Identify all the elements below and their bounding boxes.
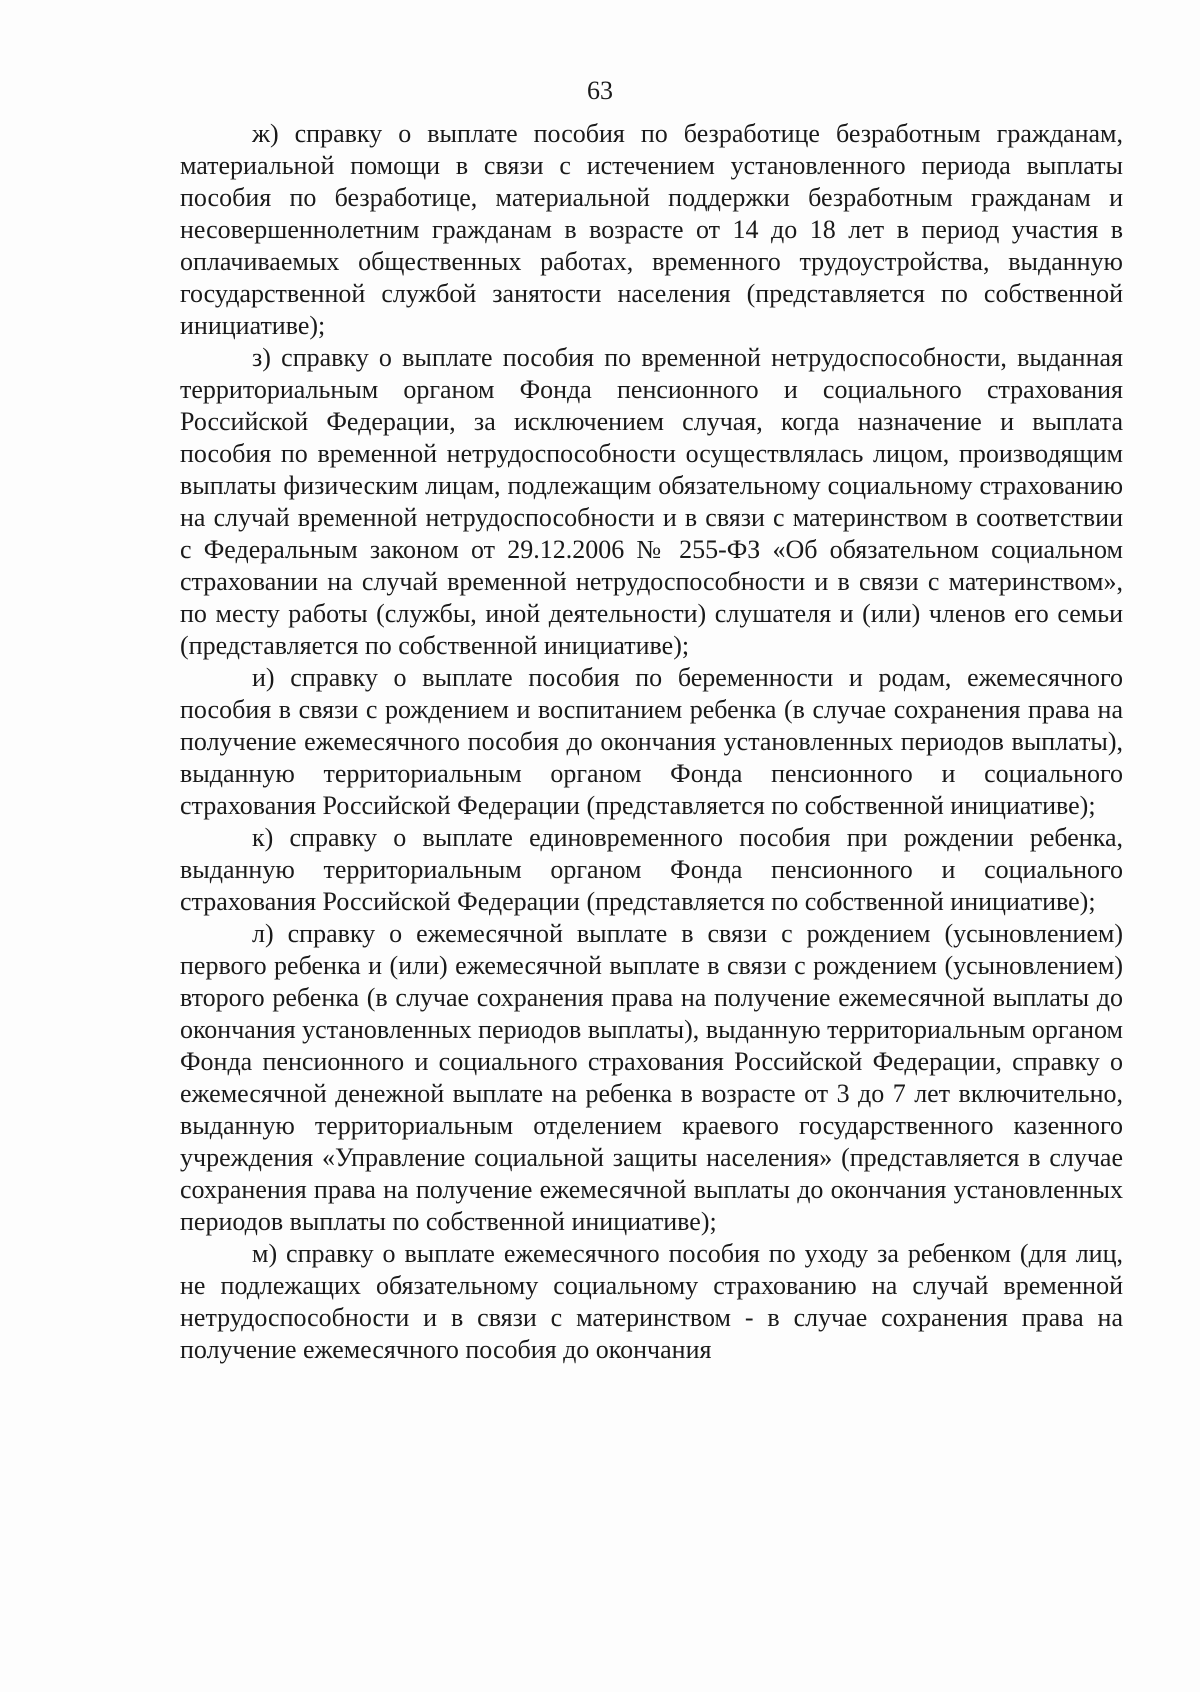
paragraph-l: л) справку о ежемесячной выплате в связи с рождением (усыновлением) первого ребенка и (или) ежемесячной выплате в связи с рождением (усыновлением) второго ребенка (в случае сохранения права на получение ежемесячной выплаты до окончания установленных периодов выплаты), выданную территориальным органом Фонда пенсионного и социального страхования Российской Федерации, справку о ежемесячной денежной выплате на ребенка в возрасте от 3 до 7 лет включительно, выданную территориальным отделением краевого государственного казенного учреждения «Управление социальной защиты населения» (представляется в случае сохранения права на получение ежемесячной выплаты до окончания установленных периодов выплаты по собственной инициативе); — [180, 919, 1123, 1236]
paragraph-z: з) справку о выплате пособия по временной нетрудоспособности, выданная территориальным органом Фонда пенсионного и социального страхования Российской Федерации, за исключением случая, когда назначение и выплата пособия по временной нетрудоспособности осуществлялась лицом, производящим выплаты физическим лицам, подлежащим обязательному социальному страхованию на случай временной нетрудоспособности и в связи с материнством в соответствии с Федеральным законом от 29.12.2006 № 255-ФЗ «Об обязательном социальном страховании на случай временной нетрудоспособности и в связи с материнством», по месту работы (службы, иной деятельности) слушателя и (или) членов его семьи (представляется по собственной инициативе); — [180, 343, 1123, 660]
page-number: 63 — [587, 76, 613, 105]
paragraph-zh: ж) справку о выплате пособия по безработице безработным гражданам, материальной помощи в связи с истечением установленного периода выплаты пособия по безработице, материальной поддержки безработным гражданам и несовершеннолетним гражданам в возрасте от 14 до 18 лет в период участия в оплачиваемых общественных работах, временного трудоустройства, выданную государственной службой занятости населения (представляется по собственной инициативе); — [180, 119, 1123, 340]
paragraph-m: м) справку о выплате ежемесячного пособия по уходу за ребенком (для лиц, не подлежащих обязательному социальному страхованию на случай временной нетрудоспособности и в связи с материнством - в случае сохранения права на получение ежемесячного пособия до окончания — [180, 1239, 1123, 1364]
document-body — [180, 118, 1123, 1366]
paragraph-k: к) справку о выплате единовременного пособия при рождении ребенка, выданную территориальным органом Фонда пенсионного и социального страхования Российской Федерации (представляется по собственной инициативе); — [180, 823, 1123, 916]
paragraph-i: и) справку о выплате пособия по беременности и родам, ежемесячного пособия в связи с рождением и воспитанием ребенка (в случае сохранения права на получение ежемесячного пособия до окончания установленных периодов выплаты), выданную территориальным органом Фонда пенсионного и социального страхования Российской Федерации (представляется по собственной инициативе); — [180, 663, 1123, 820]
